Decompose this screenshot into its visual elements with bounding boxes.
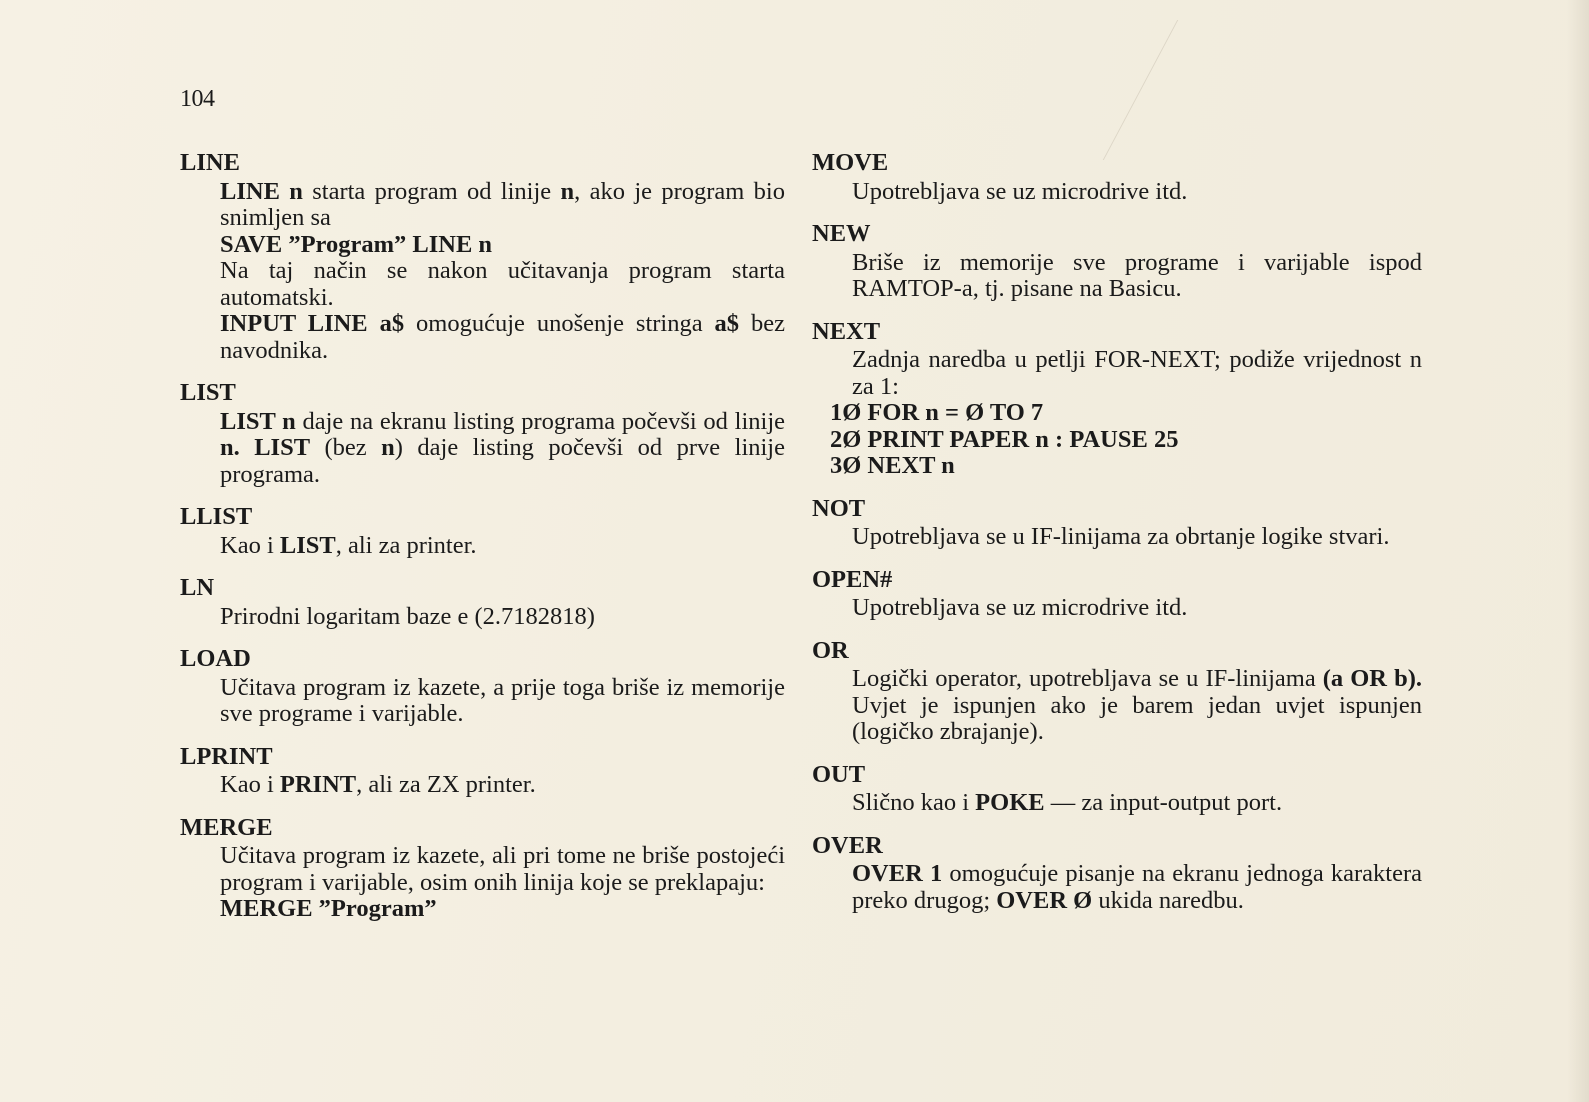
glossary-entry-load bbox=[180, 646, 785, 728]
glossary-entry-merge bbox=[180, 815, 785, 923]
description-paragraph bbox=[220, 409, 785, 489]
entry-description bbox=[180, 409, 785, 489]
text-run: daje na ekranu listing programa počevši od linije bbox=[295, 407, 785, 435]
text-run: , ali za ZX printer. bbox=[356, 771, 536, 798]
entry-keyword: LIST bbox=[180, 379, 236, 406]
glossary-entry-or bbox=[812, 638, 1422, 746]
bold-text-run: INPUT LINE a$ bbox=[220, 310, 405, 337]
text-run: Uvjet je ispunjen ako je barem jedan uvjet ispunjen (logičko zbrajanje). bbox=[852, 691, 1422, 745]
bold-text-run: MERGE ”Program” bbox=[220, 895, 437, 922]
description-paragraph bbox=[220, 896, 785, 923]
text-run: Upotrebljava se uz microdrive itd. bbox=[852, 177, 1188, 205]
entry-description bbox=[180, 533, 785, 560]
description-paragraph bbox=[852, 347, 1422, 400]
glossary-entry-out bbox=[812, 762, 1422, 817]
glossary-entry-llist bbox=[180, 504, 785, 559]
description-paragraph bbox=[220, 311, 785, 364]
description-paragraph bbox=[220, 675, 785, 728]
text-run: Kao i bbox=[220, 771, 280, 798]
description-paragraph bbox=[220, 258, 785, 311]
text-run: omogućuje pisanje na ekranu jednoga karaktera preko drugog; bbox=[852, 860, 1422, 914]
entry-keyword: OPEN# bbox=[812, 565, 893, 593]
bold-text-run: LIST n bbox=[220, 407, 296, 435]
entry-description bbox=[180, 772, 785, 799]
description-paragraph bbox=[852, 179, 1422, 206]
entry-description bbox=[812, 595, 1422, 622]
entry-description bbox=[812, 790, 1422, 817]
description-paragraph bbox=[220, 843, 785, 896]
entry-description bbox=[812, 861, 1422, 914]
bold-text-run: (a OR b). bbox=[1322, 665, 1422, 692]
left-column bbox=[180, 150, 785, 939]
text-run: Upotrebljava se uz microdrive itd. bbox=[852, 594, 1188, 621]
bold-text-run: n bbox=[381, 434, 395, 461]
text-run: , ali za printer. bbox=[335, 531, 477, 559]
entry-keyword: MERGE bbox=[180, 813, 273, 841]
text-run: omogućuje unošenje stringa bbox=[404, 310, 715, 337]
page-edge-shadow bbox=[1567, 0, 1589, 1102]
entry-keyword: LN bbox=[180, 574, 215, 601]
entry-description bbox=[812, 524, 1422, 551]
page-number: 104 bbox=[180, 86, 215, 112]
bold-text-run: POKE bbox=[975, 789, 1045, 816]
entry-description bbox=[812, 347, 1422, 400]
text-run: Slično kao i bbox=[852, 789, 976, 816]
entry-keyword: LINE bbox=[180, 149, 240, 176]
bold-text-run: PRINT bbox=[279, 771, 357, 798]
text-run: Logički operator, upotrebljava se u IF-linijama bbox=[852, 665, 1323, 692]
entry-description bbox=[180, 179, 785, 365]
text-run: Učitava program iz kazete, ali pri tome ne briše postojeći program i varijable, osim onih linija koje se preklapaju: bbox=[220, 842, 785, 896]
description-paragraph bbox=[220, 772, 785, 799]
description-paragraph bbox=[852, 666, 1422, 746]
entry-keyword: NEW bbox=[812, 220, 871, 247]
glossary-entry-list bbox=[180, 380, 785, 488]
text-run: Briše iz memorije sve programe i varijable ispod RAMTOP-a, tj. pisane na Basicu. bbox=[852, 248, 1422, 302]
entry-keyword: NEXT bbox=[812, 317, 881, 345]
text-run: Zadnja naredba u petlji FOR-NEXT; podiže vrijednost n za 1: bbox=[852, 346, 1422, 400]
text-run: Učitava program iz kazete, a prije toga briše iz memorije sve programe i varijable. bbox=[220, 673, 785, 727]
text-run: , ako je program bio snimljen sa bbox=[220, 177, 785, 231]
entry-keyword: NOT bbox=[812, 494, 866, 522]
entry-keyword: MOVE bbox=[812, 149, 889, 176]
text-run: — za input-output port. bbox=[1044, 789, 1283, 816]
entry-description bbox=[180, 843, 785, 923]
bold-text-run: OVER 1 bbox=[852, 860, 943, 887]
bold-text-run: LIST bbox=[279, 531, 336, 559]
code-line: 1Ø FOR n = Ø TO 7 bbox=[830, 399, 1044, 426]
entry-keyword: OR bbox=[812, 636, 849, 664]
glossary-entry-next bbox=[812, 319, 1422, 480]
description-paragraph bbox=[852, 861, 1422, 914]
entry-description bbox=[180, 675, 785, 728]
bold-text-run: a$ bbox=[714, 310, 740, 337]
paper-crease bbox=[1103, 20, 1258, 160]
text-run: ) daje listing počevši od prve linije programa. bbox=[220, 434, 785, 488]
description-paragraph bbox=[220, 232, 785, 259]
description-paragraph bbox=[852, 595, 1422, 622]
text-run: Upotrebljava se u IF-linijama za obrtanje logike stvari. bbox=[852, 523, 1390, 550]
text-run: starta program od linije bbox=[302, 177, 561, 205]
entry-description bbox=[812, 250, 1422, 303]
entry-description bbox=[812, 666, 1422, 746]
glossary-entry-not bbox=[812, 496, 1422, 551]
bold-text-run: SAVE ”Program” LINE n bbox=[220, 230, 493, 258]
code-line: 3Ø NEXT n bbox=[830, 452, 955, 479]
entry-keyword: LOAD bbox=[180, 645, 251, 672]
entry-keyword: LLIST bbox=[180, 503, 253, 530]
glossary-entry-move bbox=[812, 150, 1422, 205]
description-paragraph bbox=[852, 250, 1422, 303]
text-run: (bez bbox=[310, 434, 382, 461]
bold-text-run: n. LIST bbox=[220, 434, 311, 461]
description-paragraph bbox=[220, 533, 785, 560]
text-run: Na taj način se nakon učitavanja program starta automatski. bbox=[220, 257, 785, 311]
text-run: Kao i bbox=[220, 531, 280, 559]
glossary-entry-line bbox=[180, 150, 785, 364]
code-line: 2Ø PRINT PAPER n : PAUSE 25 bbox=[830, 425, 1179, 453]
text-run: Prirodni logaritam baze e (2.7182818) bbox=[220, 602, 595, 630]
text-run: ukida naredbu. bbox=[1092, 886, 1244, 914]
entry-description bbox=[812, 179, 1422, 206]
bold-text-run: n bbox=[560, 177, 575, 205]
glossary-entry-lprint bbox=[180, 744, 785, 799]
bold-text-run: LINE n bbox=[220, 177, 303, 205]
glossary-entry-over bbox=[812, 833, 1422, 915]
description-paragraph bbox=[220, 604, 785, 631]
entry-description bbox=[180, 604, 785, 631]
bold-text-run: OVER Ø bbox=[996, 886, 1093, 914]
entry-keyword: OVER bbox=[812, 831, 883, 859]
glossary-entry-open bbox=[812, 567, 1422, 622]
entry-keyword: LPRINT bbox=[180, 742, 273, 770]
glossary-entry-new bbox=[812, 221, 1422, 303]
text-run: bez navodnika. bbox=[220, 310, 785, 364]
description-paragraph bbox=[852, 790, 1422, 817]
description-paragraph bbox=[220, 179, 785, 232]
right-column bbox=[812, 150, 1422, 930]
glossary-entry-ln bbox=[180, 575, 785, 630]
entry-keyword: OUT bbox=[812, 760, 866, 788]
description-paragraph bbox=[852, 524, 1422, 551]
